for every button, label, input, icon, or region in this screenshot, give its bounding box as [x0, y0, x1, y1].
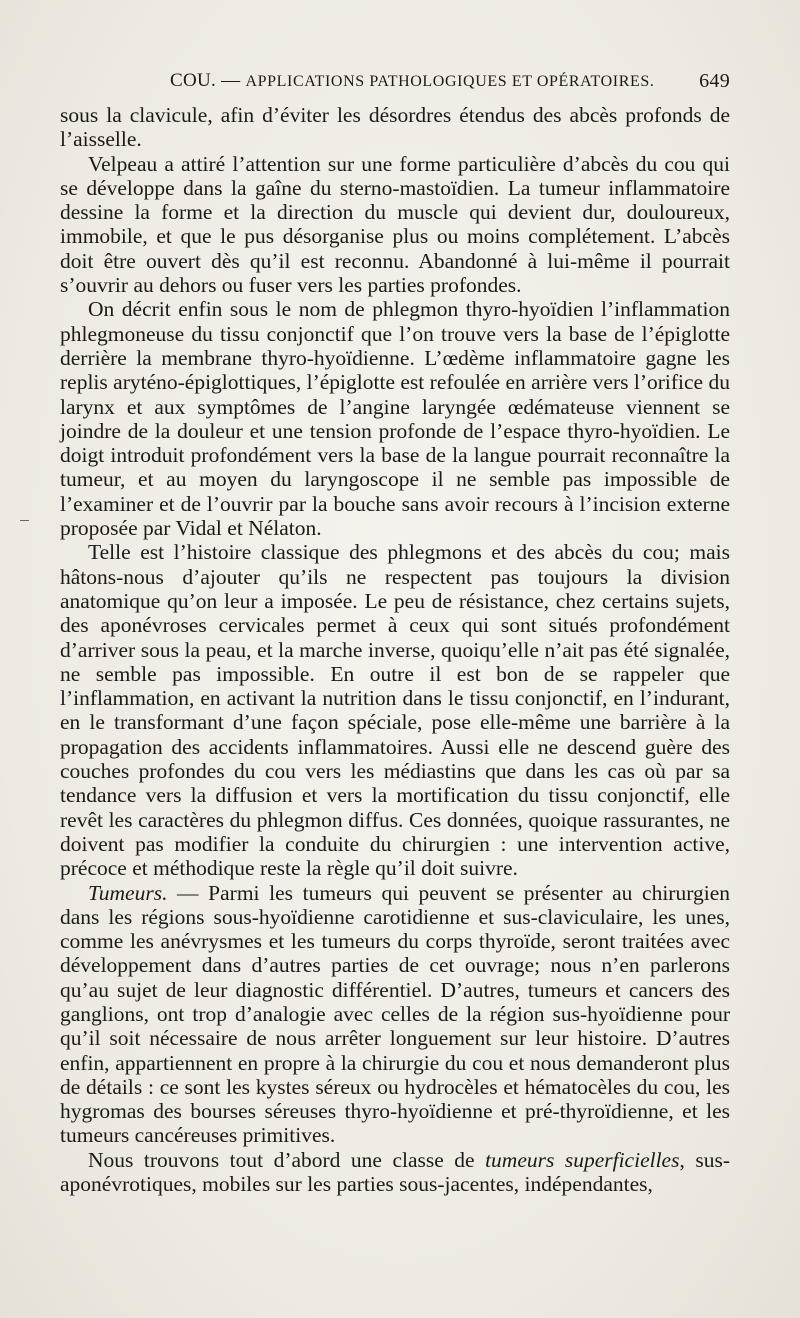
- paragraph-1: [60, 103, 730, 152]
- paragraph-4: [60, 540, 730, 880]
- paragraph-3: [60, 297, 730, 540]
- paragraph-2: [60, 152, 730, 298]
- page-number: 649: [699, 70, 730, 92]
- paragraph-text: On décrit enfin sous le nom de phlegmon thyro-hyoïdien l’inflammation phlegmoneuse du tissu conjonctif que l’on trouve vers la base de l’épiglotte derrière la membrane thyro-hyoïdienne. L’œdème inflammatoire gagne les replis aryténo-épiglottiques, l’épiglotte est refoulée en arrière vers l’orifice du larynx et aux symptômes de l’angine laryngée œdémateuse viennent se joindre de la douleur et une tension profonde de l’espace thyro-hyoïdien. Le doigt introduit profondément vers la base de la langue pourrait reconnaître la tumeur, et au moyen du laryngoscope il ne semble pas impossible de l’examiner et de l’ouvrir par la bouche sans avoir recours à l’incision externe proposée par Vidal et Nélaton.: [60, 297, 730, 541]
- header-section: COU.: [170, 70, 217, 91]
- paragraph-6: [60, 1148, 730, 1197]
- header-dash: —: [221, 70, 241, 91]
- paragraph-text: , sus-aponévrotiques, mobiles sur les parties sous-jacentes, indépendantes,: [60, 1147, 730, 1197]
- margin-mark: [20, 520, 29, 521]
- italic-term: tumeurs superficielles: [485, 1147, 680, 1172]
- running-title: [170, 70, 654, 92]
- paragraph-5: [60, 881, 730, 1148]
- section-heading-tumeurs: Tumeurs.: [88, 880, 168, 905]
- paragraph-text: Velpeau a attiré l’attention sur une forme particulière d’abcès du cou qui se développe dans la gaîne du sterno-mastoïdien. La tumeur inflammatoire dessine la forme et la direction du muscle qui devient dur, douloureux, immobile, et que le pus désorganise plus ou moins complétement. L’abcès doit être ouvert dès qu’il est reconnu. Abandonné à lui-même il pourrait s’ouvrir au dehors ou fuser vers les parties profondes.: [60, 151, 730, 298]
- paragraph-text: — Parmi les tumeurs qui peuvent se présenter au chirurgien dans les régions sous-hyoïdienne carotidienne et sus-claviculaire, les unes, comme les anévrysmes et les tumeurs du corps thyroïde, seront traitées avec développement dans d’autres parties de cet ouvrage; nous n’en parlerons qu’au sujet de leur diagnostic différentiel. D’autres, tumeurs et cancers des ganglions, ont trop d’analogie avec celles de la région sus-hyoïdienne pour qu’il soit nécessaire de nous arrêter longuement sur leur histoire. D’autres enfin, appartiennent en propre à la chirurgie du cou et nous demanderont plus de détails : ce sont les kystes séreux ou hydrocèles et hématocèles du cou, les hygromas des bourses séreuses thyro-hyoïdienne et pré-thyroïdienne, et les tumeurs cancéreuses primitives.: [60, 880, 730, 1148]
- paragraph-text: sous la clavicule, afin d’éviter les désordres étendus des abcès profonds de l’aisselle.: [60, 103, 730, 152]
- paragraph-text: Telle est l’histoire classique des phlegmons et des abcès du cou; mais hâtons-nous d’ajouter qu’ils ne respectent pas toujours la division anatomique qu’on leur a imposée. Le peu de résistance, chez certains sujets, des aponévroses cervicales permet à ceux qui sont situés profondément d’arriver sous la peau, et la marche inverse, quoiqu’elle n’ait pas été signalée, ne semble pas impossible. En outre il est bon de se rappeler que l’inflammation, en activant la nutrition dans le tissu conjonctif, en l’indurant, en le transformant d’une façon spéciale, pose elle-même une barrière à la propagation des accidents inflammatoires. Aussi elle ne descend guère des couches profondes du cou vers les médiastins que dans les cas où par sa tendance vers la diffusion et vers la mortification du tissu conjonctif, elle revêt les caractères du phlegmon diffus. Ces données, quoique rassurantes, ne doivent pas modifier la conduite du chirurgien : une intervention active, précoce et méthodique reste la règle qu’il doit suivre.: [60, 540, 730, 881]
- header-title: APPLICATIONS PATHOLOGIQUES ET OPÉRATOIRES.: [245, 73, 655, 90]
- body-text: [60, 103, 730, 1196]
- running-header: [60, 70, 730, 100]
- paragraph-text: Nous trouvons tout d’abord une classe de: [88, 1147, 486, 1172]
